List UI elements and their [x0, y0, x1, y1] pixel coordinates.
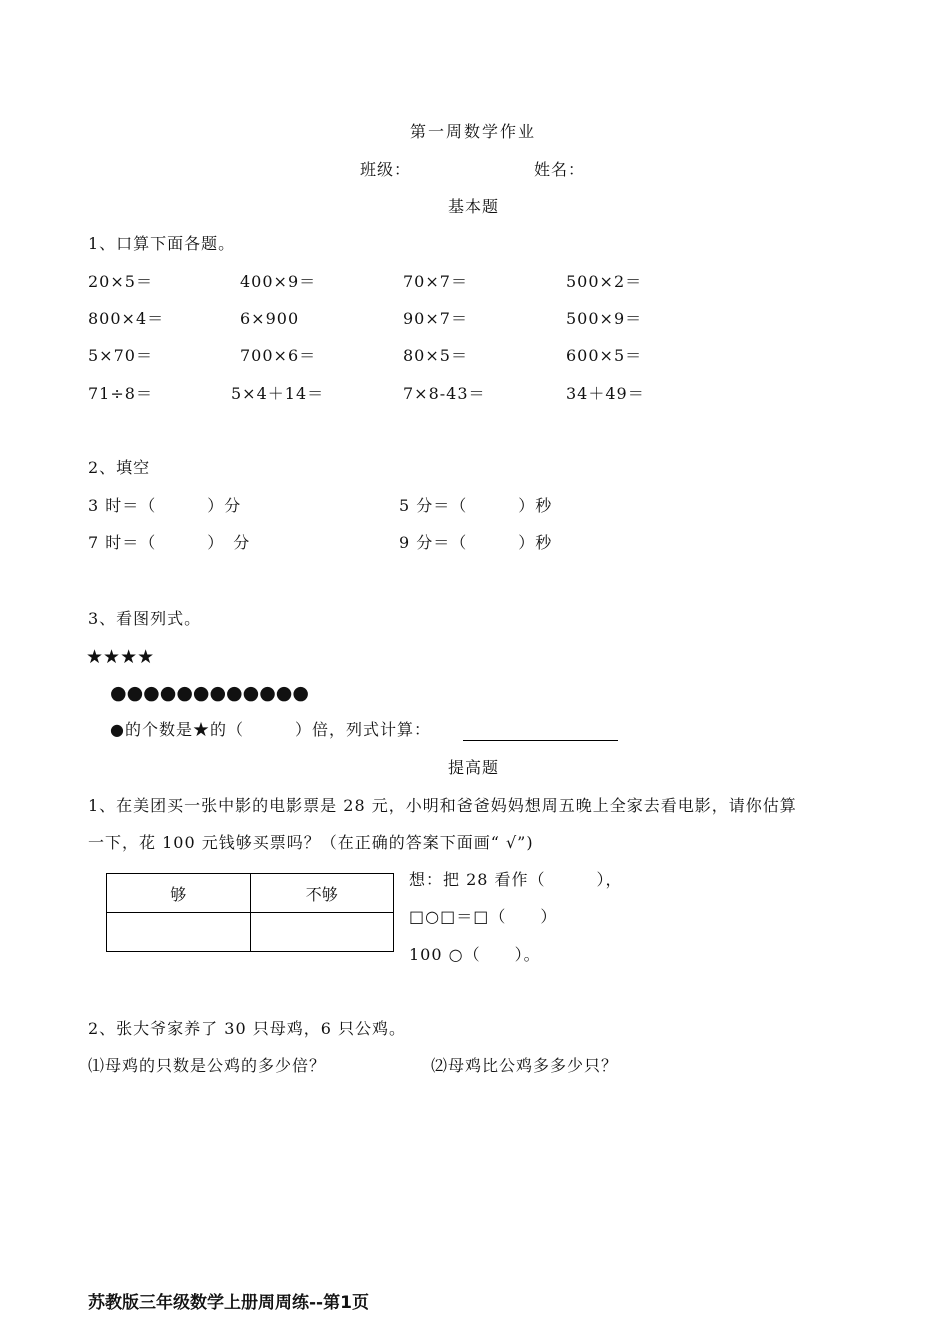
question-3-text: ●的个数是★的（ ）倍，列式计算： — [110, 720, 431, 739]
math-item: 7×8-43＝ — [403, 384, 486, 403]
page-footer: 苏教版三年级数学上册周周练--第1页 — [88, 1293, 369, 1313]
math-item: 20×5＝ — [88, 272, 153, 291]
math-item: 6×900 — [240, 309, 300, 328]
hint-line-2: □○□＝□（ ） — [409, 907, 558, 926]
hint-line-1: 想：把 28 看作（ ）， — [409, 870, 623, 889]
fill-item: 5 分＝（ ）秒 — [399, 496, 553, 515]
dot-row: ●●●●●●●●●●●● — [110, 682, 309, 704]
answer-cell-not-enough[interactable] — [250, 913, 394, 952]
section-title-basic: 基本题 — [448, 197, 500, 216]
fill-item: 7 时＝（ ） 分 — [88, 533, 251, 552]
hint-line-3: 100 ○（ ）。 — [409, 945, 541, 964]
table-header-enough: 够 — [107, 874, 251, 913]
question-3-prompt: 3、看图列式。 — [88, 609, 202, 628]
answer-cell-enough[interactable] — [107, 913, 251, 952]
math-item: 500×2＝ — [566, 272, 643, 291]
adv-question-1-line1: 1、在美团买一张中影的电影票是 28 元，小明和爸爸妈妈想周五晚上全家去看电影，请你估算 — [88, 796, 797, 815]
question-1-prompt: 1、口算下面各题。 — [88, 234, 236, 253]
math-item: 80×5＝ — [403, 346, 468, 365]
adv-question-1-line2: 一下，花 100 元钱够买票吗？（在正确的答案下面画“ √”) — [88, 833, 534, 852]
math-item: 800×4＝ — [88, 309, 165, 328]
math-item: 70×7＝ — [403, 272, 468, 291]
name-label: 姓名： — [534, 160, 586, 179]
table-header-not-enough: 不够 — [250, 874, 394, 913]
page-title: 第一周数学作业 — [410, 122, 537, 141]
math-item: 600×5＝ — [566, 346, 643, 365]
section-title-advanced: 提高题 — [448, 758, 500, 777]
fill-item: 3 时＝（ ）分 — [88, 496, 242, 515]
adv-question-2-prompt: 2、张大爷家养了 30 只母鸡，6 只公鸡。 — [88, 1019, 406, 1038]
math-item: 500×9＝ — [566, 309, 643, 328]
star-row: ★★★★ — [86, 646, 155, 668]
math-item: 34＋49＝ — [566, 384, 645, 403]
math-item: 400×9＝ — [240, 272, 317, 291]
answer-line[interactable] — [463, 740, 618, 741]
adv-question-2-sub1: ⑴母鸡的只数是公鸡的多少倍？ — [88, 1056, 327, 1075]
math-item: 5×70＝ — [88, 346, 153, 365]
fill-item: 9 分＝（ ）秒 — [399, 533, 553, 552]
math-item: 90×7＝ — [403, 309, 468, 328]
class-label: 班级： — [360, 160, 412, 179]
math-item: 5×4＋14＝ — [231, 384, 325, 403]
answer-table — [106, 873, 394, 952]
math-item: 71÷8＝ — [88, 384, 153, 403]
adv-question-2-sub2: ⑵母鸡比公鸡多多少只？ — [431, 1056, 619, 1075]
question-2-prompt: 2、填空 — [88, 458, 151, 477]
math-item: 700×6＝ — [240, 346, 317, 365]
